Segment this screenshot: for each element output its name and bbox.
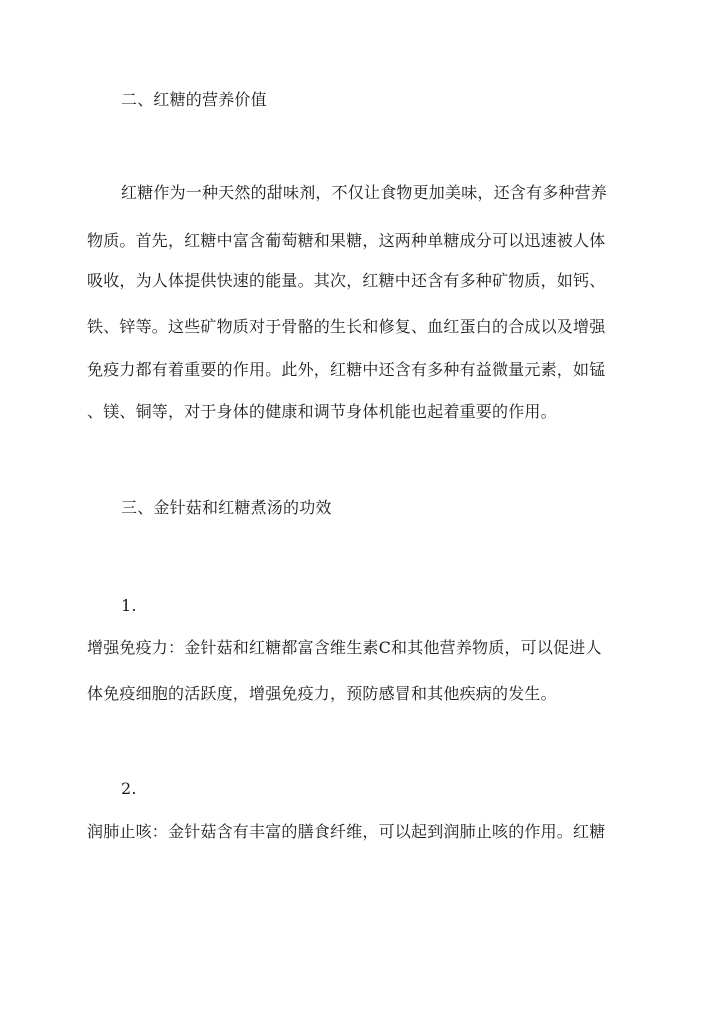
section-heading-nutrition: 二、红糖的营养价值: [121, 90, 267, 109]
paragraph-line: 免疫力都有着重要的作用。此外，红糖中还含有多种有益微量元素，如锰: [87, 360, 606, 379]
paragraph-line: 、镁、铜等，对于身体的健康和调节身体机能也起着重要的作用。: [87, 402, 557, 421]
list-item-number: 2.: [121, 779, 137, 798]
list-item-number: 1.: [121, 596, 137, 615]
list-item-line: 增强免疫力：金针菇和红糖都富含维生素C和其他营养物质，可以促进人: [87, 638, 602, 657]
paragraph-line: 物质。首先，红糖中富含葡萄糖和果糖，这两种单糖成分可以迅速被人体: [87, 231, 606, 250]
paragraph-line: 吸收，为人体提供快速的能量。其次，红糖中还含有多种矿物质，如钙、: [87, 271, 606, 290]
list-item-line: 润肺止咳：金针菇含有丰富的膳食纤维，可以起到润肺止咳的作用。红糖: [87, 822, 606, 841]
list-item-line: 体免疫细胞的活跃度，增强免疫力，预防感冒和其他疾病的发生。: [87, 684, 557, 703]
section-heading-benefits: 三、金针菇和红糖煮汤的功效: [121, 498, 332, 517]
paragraph-line: 红糖作为一种天然的甜味剂，不仅让食物更加美味，还含有多种营养: [121, 183, 608, 202]
paragraph-line: 铁、锌等。这些矿物质对于骨骼的生长和修复、血红蛋白的合成以及增强: [87, 317, 606, 336]
